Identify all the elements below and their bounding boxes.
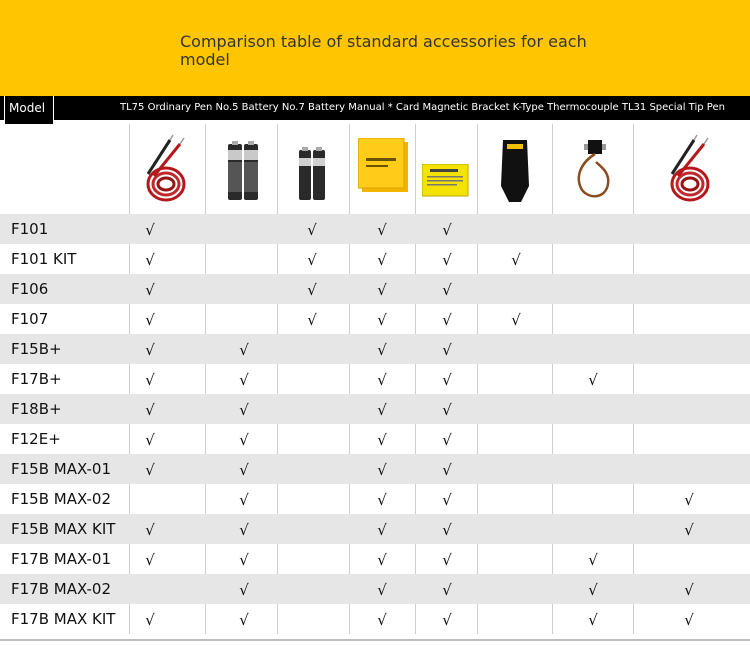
check-mark: √ <box>377 491 387 509</box>
check-mark: √ <box>307 221 317 239</box>
accessory-images-row <box>0 124 750 214</box>
table-row <box>0 304 750 334</box>
check-mark: √ <box>442 371 452 389</box>
table-row <box>0 394 750 424</box>
model-name: F17B MAX KIT <box>11 610 116 628</box>
check-mark: √ <box>239 461 249 479</box>
check-mark: √ <box>145 611 155 629</box>
accessory-column-headers: TL75 Ordinary Pen No.5 Battery No.7 Battery Manual * Card Magnetic Bracket K-Type Thermocouple TL31 Special Tip Pen <box>120 102 725 113</box>
table-row <box>0 214 750 244</box>
check-mark: √ <box>588 551 598 569</box>
check-mark: √ <box>377 401 387 419</box>
check-mark: √ <box>377 311 387 329</box>
table-row <box>0 544 750 574</box>
check-mark: √ <box>442 341 452 359</box>
check-mark: √ <box>377 611 387 629</box>
model-name: F15B MAX-02 <box>11 490 112 508</box>
no7-battery-image <box>297 146 331 202</box>
table-row <box>0 274 750 304</box>
k-type-thermocouple-image <box>572 136 618 202</box>
table-bottom-border <box>0 639 750 641</box>
check-mark: √ <box>377 461 387 479</box>
check-mark: √ <box>588 611 598 629</box>
check-mark: √ <box>684 521 694 539</box>
check-mark: √ <box>239 581 249 599</box>
check-mark: √ <box>377 341 387 359</box>
check-mark: √ <box>377 251 387 269</box>
no5-battery-image <box>224 140 264 202</box>
check-mark: √ <box>307 251 317 269</box>
check-mark: √ <box>377 221 387 239</box>
table-row <box>0 454 750 484</box>
model-name: F17B MAX-02 <box>11 580 112 598</box>
check-mark: √ <box>442 281 452 299</box>
model-name: F12E+ <box>11 430 61 448</box>
check-mark: √ <box>377 431 387 449</box>
manual-image <box>358 138 410 194</box>
check-mark: √ <box>442 431 452 449</box>
model-name: F101 KIT <box>11 250 77 268</box>
check-mark: √ <box>442 611 452 629</box>
table-row <box>0 484 750 514</box>
model-name: F15B MAX-01 <box>11 460 112 478</box>
table-row <box>0 424 750 454</box>
check-mark: √ <box>145 431 155 449</box>
check-mark: √ <box>145 551 155 569</box>
model-name: F17B MAX-01 <box>11 550 112 568</box>
card-image <box>422 164 470 198</box>
check-mark: √ <box>145 251 155 269</box>
check-mark: √ <box>239 371 249 389</box>
check-mark: √ <box>145 461 155 479</box>
check-mark: √ <box>377 581 387 599</box>
check-mark: √ <box>377 281 387 299</box>
check-mark: √ <box>307 311 317 329</box>
check-mark: √ <box>239 491 249 509</box>
model-name: F101 <box>11 220 49 238</box>
model-name: F17B+ <box>11 370 62 388</box>
check-mark: √ <box>442 581 452 599</box>
check-mark: √ <box>239 431 249 449</box>
check-mark: √ <box>442 551 452 569</box>
table-row <box>0 574 750 604</box>
check-mark: √ <box>145 521 155 539</box>
table-row <box>0 364 750 394</box>
model-name: F106 <box>11 280 49 298</box>
check-mark: √ <box>442 461 452 479</box>
check-mark: √ <box>239 611 249 629</box>
check-mark: √ <box>377 371 387 389</box>
check-mark: √ <box>588 371 598 389</box>
check-mark: √ <box>684 491 694 509</box>
tl75-test-leads-image <box>140 134 190 204</box>
check-mark: √ <box>239 341 249 359</box>
tl31-tip-pen-image <box>664 134 714 204</box>
table-row <box>0 244 750 274</box>
check-mark: √ <box>377 521 387 539</box>
check-mark: √ <box>239 401 249 419</box>
model-column-label: Model <box>4 96 54 125</box>
check-mark: √ <box>442 221 452 239</box>
check-mark: √ <box>442 251 452 269</box>
table-row <box>0 604 750 634</box>
model-name: F107 <box>11 310 49 328</box>
table-row <box>0 514 750 544</box>
check-mark: √ <box>145 311 155 329</box>
check-mark: √ <box>239 521 249 539</box>
check-mark: √ <box>442 311 452 329</box>
check-mark: √ <box>442 491 452 509</box>
table-row <box>0 334 750 364</box>
model-name: F15B+ <box>11 340 62 358</box>
check-mark: √ <box>588 581 598 599</box>
check-mark: √ <box>145 221 155 239</box>
check-mark: √ <box>511 251 521 269</box>
check-mark: √ <box>684 581 694 599</box>
check-mark: √ <box>239 551 249 569</box>
page-title: Comparison table of standard accessories for each model <box>180 32 587 69</box>
check-mark: √ <box>511 311 521 329</box>
check-mark: √ <box>145 281 155 299</box>
check-mark: √ <box>145 401 155 419</box>
model-name: F15B MAX KIT <box>11 520 116 538</box>
check-mark: √ <box>145 341 155 359</box>
check-mark: √ <box>307 281 317 299</box>
check-mark: √ <box>145 371 155 389</box>
check-mark: √ <box>442 401 452 419</box>
check-mark: √ <box>377 551 387 569</box>
magnetic-bracket-image <box>497 136 533 204</box>
check-mark: √ <box>442 521 452 539</box>
model-name: F18B+ <box>11 400 62 418</box>
check-mark: √ <box>684 611 694 629</box>
